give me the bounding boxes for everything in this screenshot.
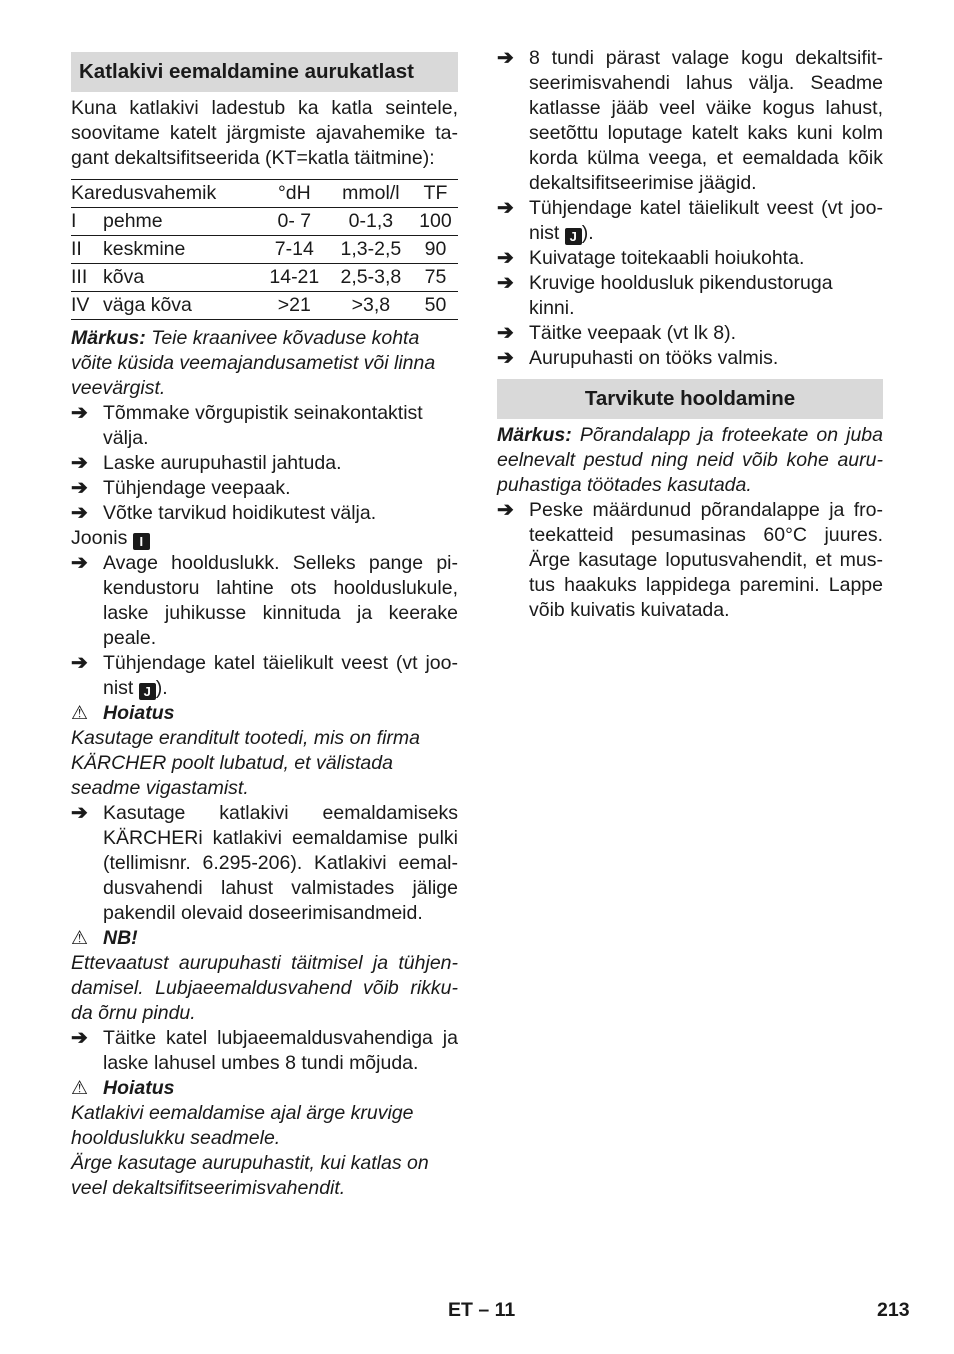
arrow-right-icon: ➔ bbox=[71, 477, 88, 499]
cell-tf: 90 bbox=[424, 238, 447, 260]
step-text: Kasutage katlakivi eemaldamiseks KÄRCHERi katlakivi eemaldamise pulki (tellimisnr. 6.295-206). Katlakivi eemal-dusvahendi lahust valmistades jälige pakendil olevaid doseerimisandmeid. bbox=[103, 802, 458, 924]
cell-mmol: >3,8 bbox=[351, 294, 391, 316]
step-text: Peske määrdunud põrandalappe ja fro-teekatteid pesumasinas 60°C juures. Ärge kasutage loputusvahendit, et mus-tus haakuks lappidega paremini. Lappe võib kuivatis kuivatada. bbox=[529, 499, 883, 621]
arrow-right-icon: ➔ bbox=[71, 402, 88, 424]
cell-mmol: 1,3-2,5 bbox=[340, 238, 402, 260]
header-tf: TF bbox=[423, 182, 448, 204]
cell-dh: 14-21 bbox=[269, 266, 320, 288]
step-text: Tühjendage katel täielikult veest (vt joo-nist bbox=[103, 652, 458, 699]
arrow-right-icon: ➔ bbox=[497, 247, 514, 269]
caution-heading bbox=[71, 926, 458, 951]
warning-heading bbox=[71, 1076, 458, 1101]
step-text: Täitke katel lubjaeemaldusvahendiga ja laske lahusel umbes 8 tundi mõjuda. bbox=[103, 1027, 458, 1074]
list-item bbox=[71, 801, 458, 926]
section-heading-accessories: Tarvikute hooldamine bbox=[497, 379, 883, 419]
warning-triangle-icon: ⚠ bbox=[71, 928, 89, 949]
cell-mmol: 2,5-3,8 bbox=[340, 266, 402, 288]
caution-title: NB! bbox=[103, 927, 138, 949]
arrow-right-icon: ➔ bbox=[497, 47, 514, 69]
figure-i-icon: I bbox=[133, 533, 150, 550]
warning-text: Ärge kasutage aurupuhastit, kui katlas on veel dekaltsifitseerimisvahendit. bbox=[71, 1152, 429, 1199]
page-number: 213 bbox=[877, 1299, 910, 1321]
step-text: Võtke tarvikud hoidikutest välja. bbox=[103, 502, 377, 524]
header-dh: °dH bbox=[277, 182, 311, 204]
cell-tf: 50 bbox=[424, 294, 447, 316]
list-item bbox=[497, 321, 883, 346]
cell-roman: IV bbox=[71, 294, 90, 316]
list-item bbox=[71, 651, 458, 701]
step-text: Kuivatage toitekaabli hoiukohta. bbox=[529, 247, 805, 269]
step-text: 8 tundi pärast valage kogu dekaltsifit-seerimisvahendi lahus välja. Seadme katlasse jääb veel väike kogus lahust, seetõttu loputage katelt kaks kuni kolm korda külma veega, et eemaldada kõik dekaltsifitseerimise jäägid. bbox=[529, 47, 883, 194]
step-text: Kruvige hooldusluk pikendustoruga kinni. bbox=[529, 272, 833, 319]
list-item bbox=[71, 501, 458, 526]
cell-name: pehme bbox=[103, 210, 163, 232]
step-text-end: ). bbox=[155, 677, 168, 699]
step-text: Aurupuhasti on tööks valmis. bbox=[529, 347, 779, 369]
step-text: Tühjendage katel täielikult veest (vt joo-nist bbox=[529, 197, 883, 244]
list-item bbox=[497, 271, 883, 321]
step-text-end: ). bbox=[581, 222, 594, 244]
cell-dh: >21 bbox=[277, 294, 311, 316]
caution-text: Ettevaatust aurupuhasti täitmisel ja tühjen-damisel. Lubjaeemaldusvahend võib rikku-da õrnu pindu. bbox=[71, 952, 458, 1024]
list-item bbox=[71, 401, 458, 451]
note-label: Märkus: bbox=[497, 424, 572, 446]
warning-title: Hoiatus bbox=[103, 1077, 175, 1099]
footer-section-label: ET – 11 bbox=[448, 1299, 516, 1321]
note-text: Teie kraanivee kõvaduse kohta võite küsida veemajandusametist või linna veevärgist. bbox=[71, 327, 436, 399]
figure-reference bbox=[71, 526, 458, 551]
table-header-row bbox=[71, 180, 458, 208]
cell-dh: 0- 7 bbox=[277, 210, 312, 232]
arrow-right-icon: ➔ bbox=[71, 802, 88, 824]
arrow-right-icon: ➔ bbox=[497, 272, 514, 294]
table-row bbox=[71, 208, 458, 236]
arrow-right-icon: ➔ bbox=[497, 499, 514, 521]
table-row bbox=[71, 292, 458, 320]
cell-roman: III bbox=[71, 266, 88, 288]
cell-name: kõva bbox=[103, 266, 145, 288]
step-text: Laske aurupuhastil jahtuda. bbox=[103, 452, 342, 474]
arrow-right-icon: ➔ bbox=[71, 552, 88, 574]
list-item bbox=[71, 551, 458, 651]
figure-j-icon: J bbox=[565, 228, 582, 245]
table-row bbox=[71, 264, 458, 292]
arrow-right-icon: ➔ bbox=[71, 502, 88, 524]
list-item bbox=[71, 476, 458, 501]
step-text: Tühjendage veepaak. bbox=[103, 477, 291, 499]
cell-roman: II bbox=[71, 238, 82, 260]
cell-mmol: 0-1,3 bbox=[348, 210, 394, 232]
cell-tf: 100 bbox=[419, 210, 452, 232]
arrow-right-icon: ➔ bbox=[71, 1027, 88, 1049]
arrow-right-icon: ➔ bbox=[497, 197, 514, 219]
right-column bbox=[497, 46, 883, 623]
figure-label: Joonis bbox=[71, 527, 128, 549]
header-mmol: mmol/l bbox=[342, 182, 400, 204]
header-hardness-range: Karedusvahemik bbox=[71, 182, 217, 204]
list-item bbox=[71, 1026, 458, 1076]
list-item bbox=[497, 46, 883, 196]
list-item bbox=[497, 346, 883, 371]
list-item bbox=[71, 451, 458, 476]
warning-title: Hoiatus bbox=[103, 702, 175, 724]
step-text: Avage hoolduslukk. Selleks pange pi-kendustoru lahtine ots hoolduslukule, laske juhikusse kinnituda ja keerake peale. bbox=[103, 552, 458, 649]
list-item bbox=[497, 196, 883, 246]
warning-text: Kasutage eranditult tootedi, mis on firma KÄRCHER poolt lubatud, et välistada seadme vigastamist. bbox=[71, 727, 421, 799]
warning-text: Katlakivi eemaldamise ajal ärge kruvige hoolduslukku seadmele. bbox=[71, 1102, 414, 1149]
note-accessories bbox=[497, 423, 883, 498]
cell-name: keskmine bbox=[103, 238, 186, 260]
note-text: Põrandalapp ja froteekate on juba eelnevalt pestud ning neid võib kohe auru-puhastiga töötades kasutada. bbox=[497, 424, 883, 496]
cell-roman: I bbox=[71, 210, 77, 232]
table-row bbox=[71, 236, 458, 264]
figure-j-icon: J bbox=[139, 683, 156, 700]
step-text: Täitke veepaak (vt lk 8). bbox=[529, 322, 736, 344]
warning-triangle-icon: ⚠ bbox=[71, 1078, 89, 1099]
arrow-right-icon: ➔ bbox=[71, 452, 88, 474]
cell-name: väga kõva bbox=[103, 294, 192, 316]
arrow-right-icon: ➔ bbox=[497, 347, 514, 369]
warning-triangle-icon: ⚠ bbox=[71, 703, 89, 724]
section-heading-descaling: Katlakivi eemaldamine aurukatlast bbox=[71, 52, 458, 92]
hardness-table bbox=[71, 179, 458, 320]
list-item bbox=[497, 246, 883, 271]
note-hardness bbox=[71, 326, 458, 401]
intro-paragraph: Kuna katlakivi ladestub ka katla seintele, soovitame katelt järgmiste ajavahemike ta-gant dekaltsifitseerida (KT=katla täitmine): bbox=[71, 97, 458, 169]
cell-tf: 75 bbox=[424, 266, 447, 288]
arrow-right-icon: ➔ bbox=[71, 652, 88, 674]
warning-heading bbox=[71, 701, 458, 726]
note-label: Märkus: bbox=[71, 327, 146, 349]
left-column bbox=[71, 48, 458, 1201]
cell-dh: 7-14 bbox=[274, 238, 314, 260]
list-item bbox=[497, 498, 883, 623]
step-text: Tõmmake võrgupistik seinakontaktist välja. bbox=[103, 402, 423, 449]
arrow-right-icon: ➔ bbox=[497, 322, 514, 344]
